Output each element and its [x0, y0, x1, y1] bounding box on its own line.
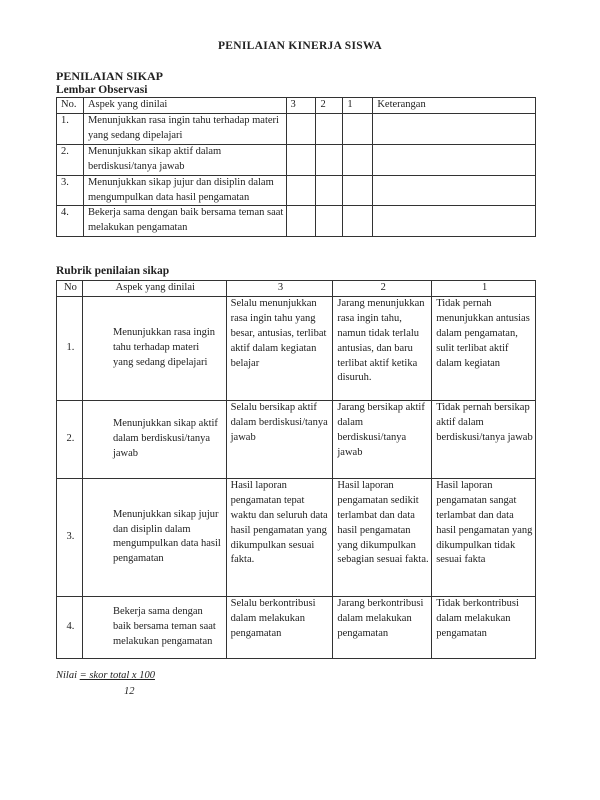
header-score-3: 3 — [226, 281, 333, 297]
row-number: 3. — [57, 478, 83, 596]
aspect-cell: Menunjukkan rasa ingin tahu terhadap materi yang sedang dipelajari — [82, 296, 226, 400]
observation-header-row — [57, 98, 536, 114]
score-1-description: Hasil laporan pengamatan sangat terlambat dan data hasil pengamatan yang dikumpulkan tidak sesuai fakta — [432, 478, 536, 596]
table-row — [57, 478, 536, 596]
score-1-cell — [343, 114, 373, 145]
score-3-description: Selalu bersikap aktif dalam berdiskusi/tanya jawab — [226, 400, 333, 478]
formula-denominator: 12 — [124, 686, 135, 697]
table-row — [57, 114, 536, 145]
formula-numerator: = skor total x 100 — [79, 670, 155, 681]
score-2-description: Hasil laporan pengamatan sedikit terlambat dan data hasil pengamatan yang dikumpulkan sebagian sesuai fakta. — [333, 478, 432, 596]
aspect-cell: Menunjukkan rasa ingin tahu terhadap materi yang sedang dipelajari — [83, 114, 286, 145]
aspect-cell: Bekerja sama dengan baik bersama teman saat melakukan pengamatan — [83, 206, 286, 237]
table-row — [57, 175, 536, 206]
table-row — [57, 144, 536, 175]
score-2-cell — [316, 175, 343, 206]
header-score-3: 3 — [286, 98, 316, 114]
table-row — [57, 400, 536, 478]
header-aspek: Aspek yang dinilai — [83, 98, 286, 114]
header-score-2: 2 — [333, 281, 432, 297]
aspect-cell: Menunjukkan sikap jujur dan disiplin dalam mengumpulkan data hasil pengamatan — [83, 175, 286, 206]
formula-lhs: Nilai — [56, 670, 78, 681]
score-1-cell — [343, 206, 373, 237]
rubric-table — [56, 280, 536, 659]
table-row — [57, 596, 536, 658]
score-2-description: Jarang bersikap aktif dalam berdiskusi/tanya jawab — [333, 400, 432, 478]
score-1-cell — [343, 175, 373, 206]
score-3-description: Selalu berkontribusi dalam melakukan pengamatan — [226, 596, 333, 658]
aspect-cell: Menunjukkan sikap aktif dalam berdiskusi/tanya jawab — [83, 144, 286, 175]
keterangan-cell — [373, 144, 536, 175]
score-1-cell — [343, 144, 373, 175]
keterangan-cell — [373, 175, 536, 206]
score-2-description: Jarang menunjukkan rasa ingin tahu, namun tidak terlalu antusias, dan baru terlibat aktif ketika disuruh. — [333, 296, 432, 400]
header-keterangan: Keterangan — [373, 98, 536, 114]
header-score-1: 1 — [432, 281, 536, 297]
table-row — [57, 296, 536, 400]
score-2-cell — [316, 144, 343, 175]
score-1-description: Tidak pernah bersikap aktif dalam berdiskusi/tanya jawab — [432, 400, 536, 478]
header-score-1: 1 — [343, 98, 373, 114]
observation-table — [56, 97, 536, 237]
score-3-description: Hasil laporan pengamatan tepat waktu dan seluruh data hasil pengamatan yang dikumpulkan sesuai fakta. — [226, 478, 333, 596]
row-number: 1. — [57, 296, 83, 400]
row-number: 3. — [57, 175, 84, 206]
header-aspek: Aspek yang dinilai — [82, 281, 226, 297]
header-score-2: 2 — [316, 98, 343, 114]
score-3-cell — [286, 144, 316, 175]
keterangan-cell — [373, 206, 536, 237]
observation-heading: Lembar Observasi — [56, 84, 148, 96]
document-title: PENILAIAN KINERJA SISWA — [217, 40, 383, 52]
row-number: 2. — [57, 144, 84, 175]
aspect-cell: Menunjukkan sikap aktif dalam berdiskusi/tanya jawab — [82, 400, 226, 478]
header-no: No — [57, 281, 83, 297]
aspect-cell: Menunjukkan sikap jujur dan disiplin dalam mengumpulkan data hasil pengamatan — [82, 478, 226, 596]
row-number: 4. — [57, 596, 83, 658]
row-number: 1. — [57, 114, 84, 145]
score-2-cell — [316, 206, 343, 237]
score-1-description: Tidak pernah menunjukkan antusias dalam pengamatan, sulit terlibat aktif dalam kegiatan — [432, 296, 536, 400]
header-no: No. — [57, 98, 84, 114]
score-3-cell — [286, 206, 316, 237]
table-row — [57, 206, 536, 237]
row-number: 2. — [57, 400, 83, 478]
score-3-cell — [286, 175, 316, 206]
score-3-cell — [286, 114, 316, 145]
rubric-header-row — [57, 281, 536, 297]
score-1-description: Tidak berkontribusi dalam melakukan pengamatan — [432, 596, 536, 658]
score-2-description: Jarang berkontribusi dalam melakukan pengamatan — [333, 596, 432, 658]
keterangan-cell — [373, 114, 536, 145]
score-3-description: Selalu menunjukkan rasa ingin tahu yang besar, antusias, terlibat aktif dalam kegiatan belajar — [226, 296, 333, 400]
aspect-cell: Bekerja sama dengan baik bersama teman saat melakukan pengamatan — [82, 596, 226, 658]
score-formula — [56, 670, 155, 681]
section-title: PENILAIAN SIKAP — [56, 69, 164, 83]
score-2-cell — [316, 114, 343, 145]
row-number: 4. — [57, 206, 84, 237]
rubric-heading: Rubrik penilaian sikap — [56, 265, 170, 277]
